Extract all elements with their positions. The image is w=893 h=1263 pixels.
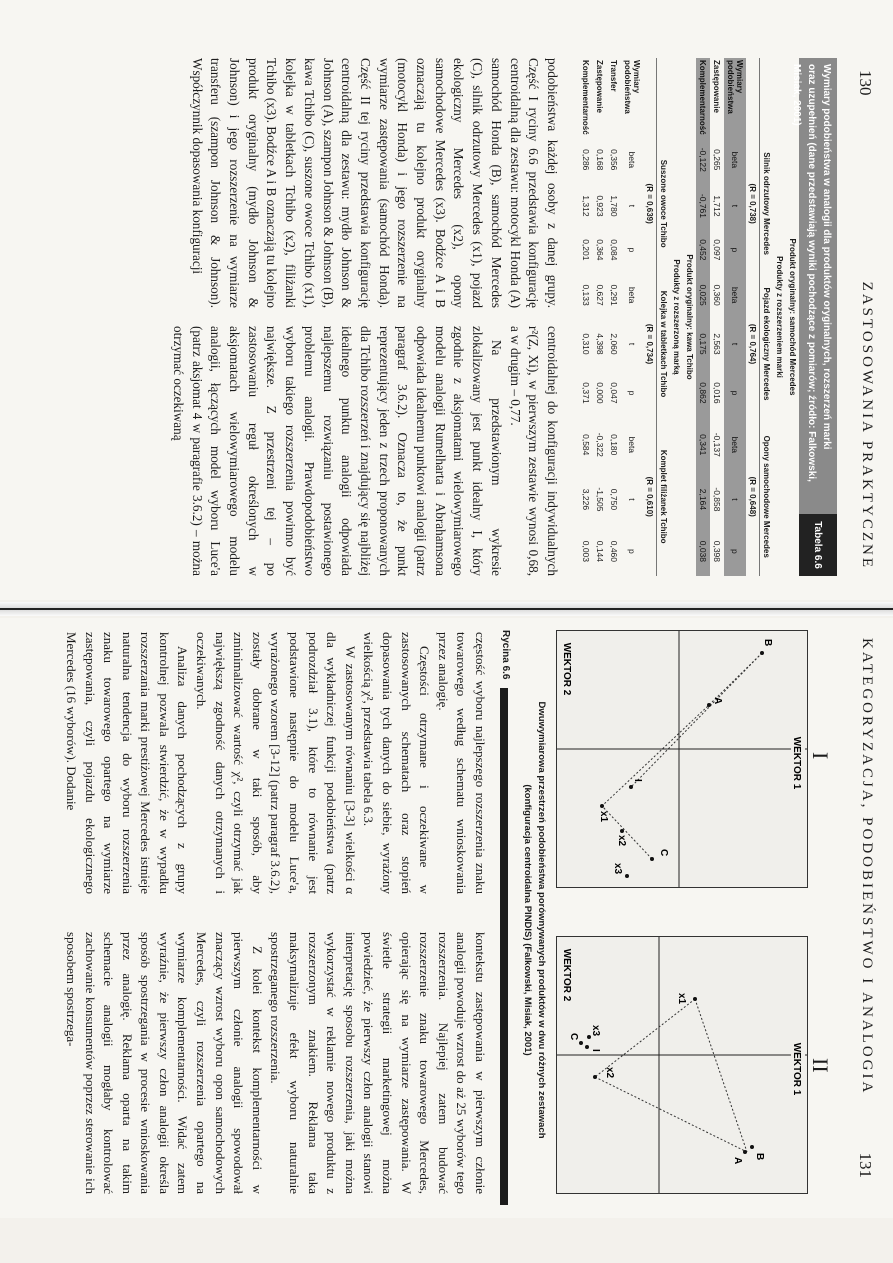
table-cell: 0,038 xyxy=(696,527,710,576)
running-head-title: KATEGORYZACJA, PODOBIEŃSTWO I ANALOGIA xyxy=(859,638,875,1096)
point-B: B xyxy=(754,1153,765,1161)
table-header2-main: Produkt oryginalny: kawa Tchibo xyxy=(685,254,694,380)
blank-cell xyxy=(760,58,774,137)
table-header-main: Produkt oryginalny: samochód Mercedes xyxy=(788,238,797,396)
table-cell: 2,563 xyxy=(712,333,722,355)
table-cell: 0,627 xyxy=(595,284,605,306)
point-x2: x2 xyxy=(616,835,627,847)
caption-line-2: (konfiguracja centroidalna PINDIS) (Falkowski, Misiak, 2001) xyxy=(522,784,533,1056)
blank-cell xyxy=(746,58,760,137)
table-cell: 2,060 xyxy=(609,333,619,355)
group-name: Opony samochodowe Mercedes xyxy=(762,435,771,558)
page-number: 130 xyxy=(856,70,875,96)
table-tag: Tabela 6.6 xyxy=(799,514,837,576)
table-cell: -0,122 xyxy=(696,137,710,183)
table-cell: 0,460 xyxy=(609,540,619,563)
analogy-line-ai xyxy=(631,653,762,787)
scatter-panel-1 xyxy=(557,631,807,887)
group-fit: (R = 0,648) xyxy=(748,476,757,517)
table-cell: -0,137 xyxy=(712,432,722,457)
table-cell: beta xyxy=(724,417,746,472)
analogy-line-ab xyxy=(695,999,747,1152)
table-cell: t xyxy=(724,472,746,527)
table-cell: 0,003 xyxy=(581,540,591,563)
analogy-line-ix2 xyxy=(595,1077,747,1152)
table-cell: beta xyxy=(724,271,746,320)
group-name: Suszone owoce Tchibo xyxy=(659,159,668,248)
table-cell: 0,360 xyxy=(712,284,722,306)
table-cell: 0,201 xyxy=(581,239,591,261)
table-cell: beta xyxy=(627,286,637,304)
table-row xyxy=(696,58,710,576)
figure-number: Rycina 6.6 xyxy=(500,630,511,680)
text-column-1 xyxy=(61,632,489,894)
row-label: Wymiary podobieństwa xyxy=(623,60,641,114)
body-text xyxy=(19,632,489,1202)
point-x3: x3 xyxy=(590,1025,601,1037)
table-cell: t xyxy=(627,204,637,208)
paragraph: Częstości otrzymane i oczekiwane w zastosowanych schematach oraz stopień dopasowania tych danych do siebie, wyrażony wielkością χ², przedstawia tabela 6.3. xyxy=(361,632,433,894)
table-cell: 0,286 xyxy=(581,149,591,171)
table-cell: p xyxy=(724,527,746,576)
group-name: Silnik odrzutowy Mercedes xyxy=(762,152,771,255)
table-cell: p xyxy=(627,247,637,253)
row-label: Transfer xyxy=(609,60,619,92)
scatter-panel-2 xyxy=(557,937,807,1193)
table-cell: beta xyxy=(627,151,637,169)
page-number: 131 xyxy=(856,1152,875,1178)
paragraph: częstość wyboru najlepszego rozszerzenia znaku towarowego według schematu wnioskowania przez analogię. xyxy=(435,632,488,894)
figure-label-bar xyxy=(500,688,508,1205)
table-cell: 0,862 xyxy=(696,368,710,417)
table-cell: 2,164 xyxy=(696,472,710,527)
table-row xyxy=(724,58,746,576)
text-column-2 xyxy=(61,932,489,1194)
row-label: Komplementarność xyxy=(581,60,591,135)
group-name: Komplet filiżanek Tchibo xyxy=(659,449,668,544)
table-cell: 0,356 xyxy=(609,149,619,171)
figure-panel-1 xyxy=(556,630,808,888)
row-label: Zastępowanie xyxy=(595,60,605,113)
table-cell: 0,168 xyxy=(595,149,605,171)
body-text xyxy=(21,58,561,576)
figure-label xyxy=(497,630,511,1205)
point-B: B xyxy=(762,639,773,647)
table-cell: beta xyxy=(627,436,637,454)
table-cell: t xyxy=(724,320,746,369)
table-cell: 0,133 xyxy=(581,284,591,306)
page-131 xyxy=(0,618,893,1218)
table-cell: 0,371 xyxy=(581,382,591,404)
table-row xyxy=(579,58,593,576)
table-cell: 0,750 xyxy=(609,488,619,511)
panel-label-1: I xyxy=(808,752,833,760)
table-cell: 0,097 xyxy=(712,239,722,261)
table-cell: beta xyxy=(724,137,746,183)
table-header-sub: Produkty z rozszerzeniem marki xyxy=(775,256,784,378)
axis-label-vector-2: WEKTOR 2 xyxy=(561,642,572,696)
paragraph: W zastosowanym równaniu [3-3] wielkości α dla wykładniczej funkcji podobieństwa (patrz podrozdział 3.1), które to równanie jest podstawione następnie do modelu Luce'a, wyrażonego wzorem [3-12] (patrz paragraf 3.6.2), zostały dobrane w taki sposób, aby zminimalizować wartość χ², czyli otrzymać jak największą zgodność danych otrzymanych i oczekiwanych. xyxy=(194,632,358,894)
paragraph: Na przedstawionym wykresie zlokalizowany jest punkt idealny I, który zgodnie z aksjomatami wielowymiarowego modelu analogii Rumelharta i Abrahamsona odpowiada idealnemu punktowi analogii (patrz paragraf 3.6.2). Oznacza to, że punkt reprezentujący jeden z trzech proponowanych dla Tchibo rozszerzeń i znajdujący się najbliżej idealnego punktu analogii odpowiada najlepszemu rozwiązaniu postawionego problemu analogii. Prawdopodobieństwo wyboru takiego rozszerzenia powinno być największe. Z przestrzeni tej – po zastosowaniu reguł określonych w aksjomatach wielowymiarowego modelu analogii, łączących model wyboru Luce'a (patrz aksjomat 4 w paragrafie 3.6.2) – można otrzymać oczekiwaną xyxy=(170,326,504,576)
text-column-1 xyxy=(187,58,561,308)
table-cell: 0,265 xyxy=(712,149,722,171)
table-cell: p xyxy=(627,549,637,554)
table-row xyxy=(607,58,621,576)
table-cell: 3,226 xyxy=(581,488,591,511)
point-I: I xyxy=(590,1049,601,1052)
panel-label-2: II xyxy=(808,1058,833,1073)
point-A: A xyxy=(712,697,723,705)
table-cell: 0,175 xyxy=(696,320,710,369)
table-cell: 0,291 xyxy=(609,284,619,306)
running-head-title: ZASTOSOWANIA PRAKTYCZNE xyxy=(859,281,875,570)
table-cell: 1,780 xyxy=(609,195,619,217)
table-cell: 0,341 xyxy=(696,417,710,472)
table-cell: 0,047 xyxy=(609,382,619,404)
table-cell: -0,761 xyxy=(696,183,710,229)
row-label: Zastępowanie xyxy=(712,60,722,113)
table-row xyxy=(593,58,607,576)
table-cell: t xyxy=(724,183,746,229)
table-cell: 4,398 xyxy=(595,333,605,355)
paragraph: kontekstu zastępowania w pierwszym członie analogii powoduje wzrost do aż 25 wyborów tego rozszerzenia. Najlepiej zatem budować rozszerzenie znaku towarowego Mercedes, opierając się na wymiarze zastępowania. W świetle strategii marketingowej można powiedzieć, że pierwszy człon analogii stanowi interpretację sposobu rozszerzenia, jaki można wykorzystać w reklamie nowego produktu z rozszerzonym znakiem. Reklama taka maksymalizuje efekt wyboru naturalnie spostrzeganego rozszerzenia. xyxy=(268,932,488,1194)
table-cell: 0,084 xyxy=(609,239,619,261)
book-spine xyxy=(0,602,893,616)
table-cell: p xyxy=(724,229,746,271)
table-header2-sub: Produkty z rozszerzoną marką xyxy=(672,259,681,375)
table-title-line-2: oraz uzupełnień (dane przedstawiają wyniki pochodzące z pomiarów; źródło: Falkowski, Misiak, 2001) xyxy=(791,64,817,482)
running-head xyxy=(847,638,875,1178)
point-x1: x1 xyxy=(598,811,609,823)
point-C: C xyxy=(658,849,669,857)
group-name: Pojazd ekologiczny Mercedes xyxy=(762,287,771,401)
table-cell: 0,398 xyxy=(712,540,722,563)
paragraph: Z kolei kontekst komplementarności w pierwszym członie analogii spowodował znaczący wzrost wyboru opon samochodowych Mercedes, czyli rozszerzenia opartego na wymiarze komplementarności. Widać zatem wyraźnie, że pierwszy człon analogii określa sposób spostrzegania w procesie wnioskowania przez analogię. Reklama oparta na takim schemacie analogii mogłaby kontrolować zachowanie konsumentów poprzez sterowanie ich sposobem spostrzega- xyxy=(63,932,265,1194)
table-6-6 xyxy=(579,58,837,576)
table-cell: 0,016 xyxy=(712,382,722,404)
group-fit: (R = 0,734) xyxy=(645,323,654,365)
paragraph: podobieństwa każdej osoby z danej grupy. Część I ryciny 6.6 przedstawia konfigurację centroidalną dla zestawu: motocykl Honda (A) samochód Honda (B), samochód Mercedes (C), silnik odrzutowy Mercedes (x1), pojazd ekologiczny Mercedes (x2), opony samochodowe Mercedes (x3). Bodźce A i B oznaczają tu kolejno produkt oryginalny (motocykl Honda) i jego rozszerzenie na wymiarze zastępowania (samochód Honda). Część II tej ryciny przedstawia konfigurację centroidalną dla zestawu: mydło Johnson & Johnson (A), szampon Johnson & Johnson (B), kawa Tchibo (C), suszone owoce Tchibo (x1), kolejka w tabletkach Tchibo (x2), filiżanki Tchibo (x3). Bodźce A i B oznaczają tu kolejno produkt oryginalny (mydło Johnson & Johnson) i jego rozszerzenie na wymiarze transferu (szampon Johnson & Johnson). Współczynnik dopasowania konfiguracji xyxy=(189,58,560,308)
table-cell: 0,364 xyxy=(595,239,605,261)
table-cell: t xyxy=(627,498,637,501)
figure-caption xyxy=(520,650,548,1190)
point-x1: x1 xyxy=(676,993,687,1005)
axis-label-vector-1: WEKTOR 1 xyxy=(791,1042,802,1096)
axis-label-vector-1: WEKTOR 1 xyxy=(791,736,802,790)
group-name: Kolejka w tabletkach Tchibo xyxy=(659,290,668,398)
table-cell: p xyxy=(627,390,637,396)
page-130 xyxy=(0,0,893,600)
table-cell: p xyxy=(724,368,746,417)
row-label: Komplementarność xyxy=(696,58,710,137)
group-fit: (R = 0,639) xyxy=(645,183,654,224)
group-fit: (R = 0,764) xyxy=(748,323,757,365)
analogy-lines xyxy=(602,653,762,859)
table-row xyxy=(710,58,724,576)
blank-cell xyxy=(643,58,657,137)
table-cell: 1,712 xyxy=(712,195,722,217)
data-table xyxy=(579,58,799,576)
group-fit: (R = 0,738) xyxy=(748,183,757,224)
table-cell: t xyxy=(627,342,637,346)
blank-cell xyxy=(657,58,671,137)
table-cell: 0,310 xyxy=(581,333,591,355)
row-label: Wymiary podobieństwa xyxy=(724,58,746,137)
running-head xyxy=(847,70,875,570)
table-cell: 0,923 xyxy=(595,195,605,217)
paragraph: Analiza danych pochodzących z grupy kontrolnej pozwala stwierdzić, że w wypadku rozszerzania marki prestiżowej Mercedes istnieje naturalna tendencja do wyboru rozszerzenia znaku towarowego opartego na wymiarze zastępowania, czyli pojazdu ekologicznego Mercedes (16 wyborów). Dodanie xyxy=(63,632,191,894)
table-row xyxy=(621,58,643,576)
axis-label-vector-2: WEKTOR 2 xyxy=(561,948,572,1002)
caption-line-1: Dwuwymiarowa przestrzeń podobieństwa porównywanych produktów w dwu różnych zestawach xyxy=(536,701,547,1139)
table-cell: 0,144 xyxy=(595,540,605,563)
point-C: C xyxy=(568,1033,579,1041)
table-title-line-1: Wymiary podobieństwa w analogii dla produktów oryginalnych, rozszerzeń marki xyxy=(821,64,832,450)
analogy-line-ai xyxy=(595,999,695,1077)
table-cell: 1,312 xyxy=(581,195,591,217)
point-A: A xyxy=(732,1157,743,1165)
point-I: I xyxy=(632,779,643,782)
text-column-2 xyxy=(168,326,561,576)
table-cell: -1,505 xyxy=(595,487,605,512)
table-cell: 0,452 xyxy=(696,229,710,271)
table-cell: -0,322 xyxy=(595,432,605,457)
table-cell: 0,025 xyxy=(696,271,710,320)
paragraph: centroidalnej do konfiguracji indywidualnych r²(Z, Xi), w pierwszym zestawie wynosi 0,68, a w drugim – 0,77. xyxy=(507,326,560,576)
table-cell: 0,584 xyxy=(581,434,591,456)
point-x2: x2 xyxy=(604,1067,615,1079)
figure-panel-2 xyxy=(556,936,808,1194)
table-cell: -0,858 xyxy=(712,487,722,512)
group-fit: (R = 0,610) xyxy=(645,476,654,517)
table-cell: 0,180 xyxy=(609,434,619,456)
table-cell: 0,000 xyxy=(595,382,605,404)
point-x3: x3 xyxy=(612,863,623,875)
